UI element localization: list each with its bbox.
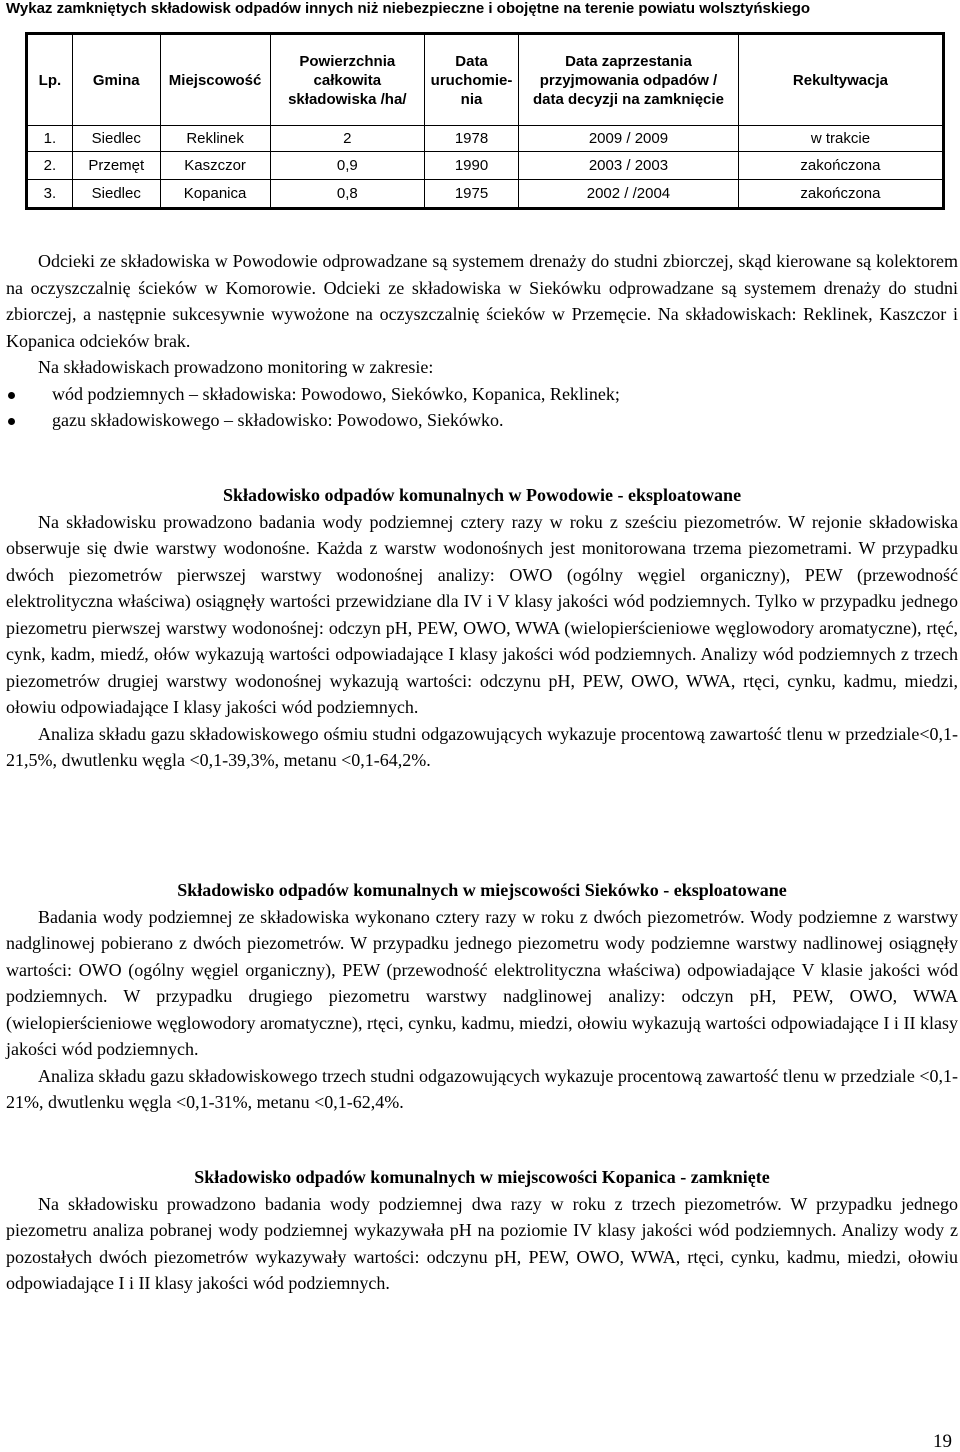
section-paragraph: Na składowisku prowadzono badania wody podziemnej cztery razy w roku z sześciu piezometrów. W rejonie składowiska obserwuje się dwie warstwy wodonośne. Każda z warstw wodonośnych jest monitorowana trzema piezometrami. W przypadku dwóch piezometrów pierwszej warstwy wodonośnej analizy: OWO (ogólny węgiel organiczny), PEW (przewodność elektrolityczna właściwa) osiągnęły wartości przewidziane dla IV i V klasy jakości wód podziemnych. Tylko w przypadku jednego piezometru pierwszej warstwy wodonośnej: odczyn pH, PEW, OWO, WWA (wielopierścieniowe węglowodory aromatyczne), rtęć, cynk, kadm, miedź, ołów wykazują wartości odpowiadające I klasy jakości wód podziemnych. Analizy wód podziemnych z trzech piezometrów drugiej warstwy wodonośnej wykazują wartości: odczynu pH, PEW, OWO, WWA, rtęci, cynku, kadmu, miedzi, ołowiu odpowiadające I klasy jakości wód podziemnych. [6,511,958,717]
cell-rekultywacja: w trakcie [738,126,943,152]
monitoring-list [6,381,958,434]
list-item-text: wód podziemnych – składowiska: Powodowo, Siekówko, Kopanica, Reklinek; [52,383,620,404]
section-heading: Składowisko odpadów komunalnych w Powodowie - eksploatowane [222,485,742,505]
section-heading: Składowisko odpadów komunalnych w miejscowości Siekówko - eksploatowane [177,880,787,900]
cell-powierzchnia: 0,8 [270,180,425,209]
cell-lp: 1. [27,126,73,152]
cell-zaprzestanie: 2002 / /2004 [519,180,739,209]
cell-rekultywacja: zakończona [738,152,943,180]
table-header-row [27,34,944,126]
monitoring-intro: Na składowiskach prowadzono monitoring w zakresie: [38,357,434,377]
cell-uruchomienie: 1990 [425,152,519,180]
bullet-icon [8,418,15,425]
section-paragraph: Na składowisku prowadzono badania wody podziemnej dwa razy w roku z trzech piezometrów. W przypadku jednego piezometru analiza pobranej wody podziemnej wykazywała pH na poziomie IV klasy jakości wód podziemnych. Analizy wody z pozostałych dwóch piezometrów wykazywały wartości: odczynu pH, PEW, OWO, WWA, rtęci, cynku, kadmu, miedzi, ołowiu odpowiadające I i II klasy jakości wód podziemnych. [6,1193,958,1293]
cell-gmina: Przemęt [72,152,160,180]
section-paragraph: Analiza składu gazu składowiskowego ośmiu studni odgazowujących wykazuje procentową zawartość tlenu w przedziale<0,1-21,5%, dwutlenku węgla <0,1-39,3%, metanu <0,1-64,2%. [6,723,958,770]
table-row [27,180,944,209]
cell-gmina: Siedlec [72,180,160,209]
section-siekowko [6,877,958,1116]
section-paragraph: Badania wody podziemnej ze składowiska wykonano cztery razy w roku z dwóch piezometrów. Wody podziemne z warstwy nadglinowej pobierano z dwóch piezometrów. W przypadku jednego piezometru wody podziemne warstwy nadlinowej osiągnęły wartości: OWO (ogólny węgiel organiczny), PEW (przewodność elektrolityczna właściwa) odpowiadające V klasie jakości wód podziemnych. W przypadku drugiego piezometru warstwy nadglinowej analizy: odczyn pH, PEW, OWO, WWA (wielopierścieniowe węglowodory aromatyczne), rtęci, cynku, kadmu, miedzi, ołowiu wykazują wartości odpowiadające I i II klasy jakości wód podziemnych. [6,906,958,1059]
intro-paragraph: Odcieki ze składowiska w Powodowie odprowadzane są systemem drenaży do studni zbiorczej, skąd kierowane są kolektorem na oczyszczalnię ścieków w Komorowie. Odcieki ze składowiska w Siekówku odprowadzane są systemem drenaży do studni zbiorczej, a następnie sukcesywnie wywożone na oczyszczalnię ścieków w Przemęcie. Na składowiskach: Reklinek, Kaszczor i Kopanica odcieków brak. [6,251,958,351]
intro-block [6,248,958,434]
section-paragraph: Analiza składu gazu składowiskowego trzech studni odgazowujących wykazuje procentową zawartość tlenu w przedziale <0,1-21%, dwutlenku węgla <0,1-31%, metanu <0,1-62,4%. [6,1065,958,1112]
bullet-icon [8,392,15,399]
header-data-uruchomienia: Data uruchomie-nia [425,34,519,126]
cell-uruchomienie: 1975 [425,180,519,209]
cell-miejscowosc: Kaszczor [160,152,270,180]
header-powierzchnia: Powierzchnia całkowita składowiska /ha/ [270,34,425,126]
table-row [27,152,944,180]
page-title: Wykaz zamkniętych składowisk odpadów innych niż niebezpieczne i obojętne na terenie powiatu wolsztyńskiego [6,0,811,17]
section-kopanica [6,1164,958,1297]
header-rekultywacja: Rekultywacja [738,34,943,126]
cell-uruchomienie: 1978 [425,126,519,152]
cell-miejscowosc: Reklinek [160,126,270,152]
cell-rekultywacja: zakończona [738,180,943,209]
header-data-zaprzestania: Data zaprzestania przyjmowania odpadów / data decyzji na zamknięcie [519,34,739,126]
list-item-text: gazu składowiskowego – składowisko: Powodowo, Siekówko. [52,410,504,430]
cell-powierzchnia: 2 [270,126,425,152]
section-powodowo [6,482,958,774]
header-lp: Lp. [27,34,73,126]
cell-zaprzestanie: 2009 / 2009 [519,126,739,152]
table-row [27,126,944,152]
cell-lp: 3. [27,180,73,209]
cell-powierzchnia: 0,9 [270,152,425,180]
landfills-table [25,32,945,210]
cell-gmina: Siedlec [72,126,160,152]
list-item [6,407,958,434]
header-gmina: Gmina [72,34,160,126]
cell-zaprzestanie: 2003 / 2003 [519,152,739,180]
section-heading: Składowisko odpadów komunalnych w miejscowości Kopanica - zamknięte [194,1167,770,1187]
header-miejscowosc: Miejscowość [160,34,270,126]
page-number: 19 [933,1431,952,1452]
cell-miejscowosc: Kopanica [160,180,270,209]
cell-lp: 2. [27,152,73,180]
list-item [6,381,958,408]
